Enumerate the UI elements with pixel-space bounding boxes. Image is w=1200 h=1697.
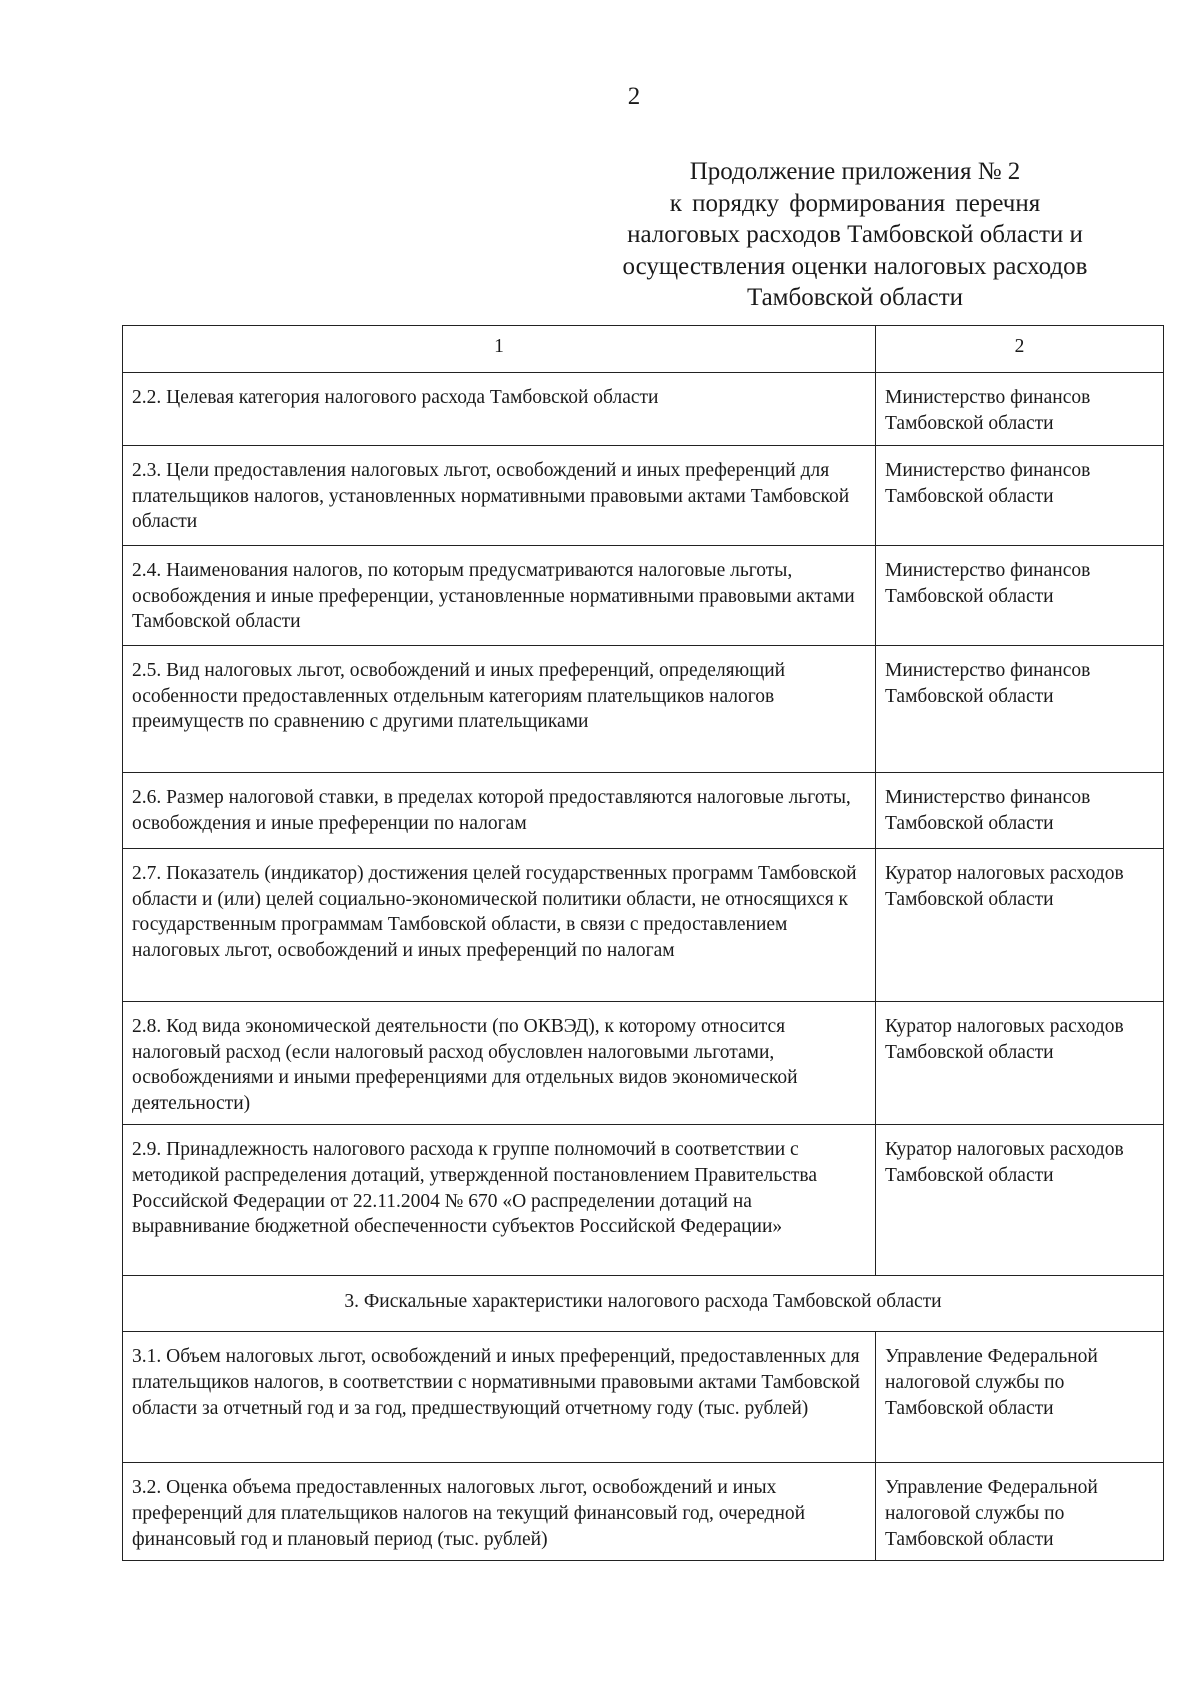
section-title-cell — [123, 1276, 1164, 1332]
table-row — [123, 1002, 1164, 1125]
appendix-header-line: осуществления оценки налоговых расходов — [622, 252, 1088, 280]
responsible-text: Министерство финансов Тамбовской области — [885, 787, 1091, 834]
table-row — [123, 446, 1164, 546]
indicator-cell — [123, 773, 876, 849]
responsible-text: Управление Федеральной налоговой службы по Тамбовской области — [885, 1346, 1098, 1419]
indicator-cell — [123, 1125, 876, 1276]
indicator-text: 2.7. Показатель (индикатор) достижения целей государственных программ Тамбовской области и (или) целей социально-экономической политики области, не относящихся к государственным программам Тамбовской области, в связи с предоставлением налоговых льгот, освобождений и иных преференций по налогам — [132, 863, 857, 961]
indicator-cell — [123, 373, 876, 446]
table-row — [123, 1125, 1164, 1276]
column-header-label: 2 — [1014, 336, 1025, 358]
indicator-cell — [123, 849, 876, 1002]
responsible-cell — [876, 1125, 1164, 1276]
appendix-header-line: к порядку формирования перечня — [669, 189, 1041, 217]
table-row — [123, 546, 1164, 646]
responsible-cell — [876, 546, 1164, 646]
responsible-text: Куратор налоговых расходов Тамбовской области — [885, 863, 1124, 910]
indicator-cell — [123, 646, 876, 773]
page-number: 2 — [627, 83, 641, 110]
indicator-text: 2.4. Наименования налогов, по которым предусматриваются налоговые льготы, освобождения и иные преференции, установленные нормативными правовыми актами Тамбовской области — [132, 560, 855, 633]
column-header — [876, 326, 1164, 373]
indicator-text: 3.1. Объем налоговых льгот, освобождений и иных преференций, предоставленных для плательщиков налогов, в соответствии с нормативными правовыми актами Тамбовской области за отчетный год и за год, предшествующий отчетному году (тыс. рублей) — [132, 1346, 860, 1419]
indicator-cell — [123, 446, 876, 546]
indicator-text: 2.3. Цели предоставления налоговых льгот, освобождений и иных преференций для плательщиков налогов, установленных нормативными правовыми актами Тамбовской области — [132, 460, 850, 533]
responsible-cell — [876, 1002, 1164, 1125]
indicator-cell — [123, 1463, 876, 1561]
appendix-header-line: Тамбовской области — [746, 284, 964, 311]
responsible-cell — [876, 446, 1164, 546]
appendix-header-line: Продолжение приложения № 2 — [689, 158, 1021, 185]
responsible-cell — [876, 646, 1164, 773]
responsible-text: Министерство финансов Тамбовской области — [885, 560, 1091, 607]
table-row — [123, 773, 1164, 849]
indicator-text: 2.5. Вид налоговых льгот, освобождений и иных преференций, определяющий особенности предоставленных отдельным категориям плательщиков налогов преимуществ по сравнению с другими плательщиками — [132, 660, 786, 733]
column-header-label: 1 — [494, 336, 504, 358]
responsible-text: Министерство финансов Тамбовской области — [885, 460, 1091, 507]
appendix-header — [590, 156, 1120, 314]
indicator-cell — [123, 1332, 876, 1463]
column-header — [123, 326, 876, 373]
indicator-text: 2.9. Принадлежность налогового расхода к группе полномочий в соответствии с методикой распределения дотаций, утвержденной постановлением Правительства Российской Федерации от 22.11.2004 № 670 «О распределении дотаций на выравнивание бюджетной обеспеченности субъектов Российской Федерации» — [132, 1139, 818, 1238]
table-row — [123, 373, 1164, 446]
indicator-cell — [123, 546, 876, 646]
responsible-text: Куратор налоговых расходов Тамбовской области — [885, 1139, 1124, 1186]
indicator-text: 2.2. Целевая категория налогового расхода Тамбовской области — [132, 387, 659, 408]
indicator-text: 3.2. Оценка объема предоставленных налоговых льгот, освобождений и иных преференций для плательщиков налогов на текущий финансовый год, очередной финансовый год и плановый период (тыс. рублей) — [132, 1477, 806, 1550]
responsible-text: Управление Федеральной налоговой службы по Тамбовской области — [885, 1477, 1098, 1550]
table-row — [123, 646, 1164, 773]
responsible-text: Куратор налоговых расходов Тамбовской области — [885, 1016, 1124, 1063]
table-row — [123, 1463, 1164, 1561]
table-row — [123, 1332, 1164, 1463]
responsible-cell — [876, 373, 1164, 446]
tax-expense-table — [122, 325, 1164, 1561]
table-header-row — [123, 326, 1164, 373]
indicator-text: 2.6. Размер налоговой ставки, в пределах которой предоставляются налоговые льготы, освобождения и иные преференции по налогам — [132, 787, 851, 834]
section-header-row — [123, 1276, 1164, 1332]
indicator-text: 2.8. Код вида экономической деятельности (по ОКВЭД), к которому относится налоговый расход (если налоговый расход обусловлен налоговыми льготами, освобождениями и иными преференциями для отдельных видов экономической деятельности) — [132, 1016, 798, 1114]
responsible-text: Министерство финансов Тамбовской области — [885, 387, 1091, 434]
responsible-text: Министерство финансов Тамбовской области — [885, 660, 1091, 707]
responsible-cell — [876, 773, 1164, 849]
section-title: 3. Фискальные характеристики налогового расхода Тамбовской области — [344, 1291, 942, 1313]
responsible-cell — [876, 1332, 1164, 1463]
responsible-cell — [876, 849, 1164, 1002]
indicator-cell — [123, 1002, 876, 1125]
appendix-header-line: налоговых расходов Тамбовской области и — [627, 221, 1083, 248]
responsible-cell — [876, 1463, 1164, 1561]
table-row — [123, 849, 1164, 1002]
